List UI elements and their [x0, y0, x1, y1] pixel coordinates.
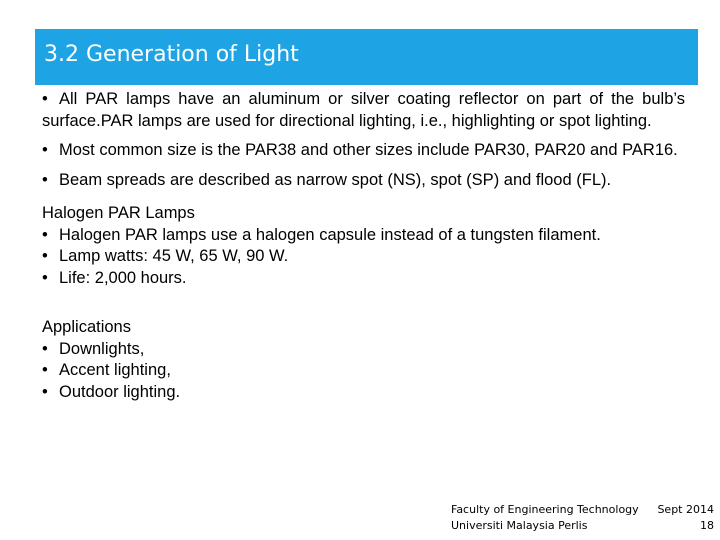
bullet-text: All PAR lamps have an aluminum or silver coating reflector on part of the bulb’s surface.PAR lamps are used for directional lighting, i.e., highlighting or spot lighting.: [42, 90, 685, 130]
bullet-marker: •: [42, 225, 48, 244]
bullet-text: Most common size is the PAR38 and other sizes include PAR30, PAR20 and PAR16.: [59, 141, 678, 159]
application-item: [42, 360, 685, 382]
footer-date: Sept 2014: [657, 503, 714, 516]
page-number: 18: [700, 519, 714, 532]
bullet-marker: •: [42, 361, 48, 379]
halogen-item: [42, 268, 685, 290]
applications-heading: Applications: [42, 318, 131, 336]
halogen-heading: Halogen PAR Lamps: [42, 204, 195, 222]
footer-row-university: [451, 518, 714, 534]
application-item-text: Outdoor lighting.: [59, 382, 181, 401]
bullet-marker: •: [42, 170, 48, 189]
application-item: [42, 339, 685, 361]
halogen-item: [42, 246, 685, 268]
bullet-marker: •: [42, 268, 48, 287]
footer-university: Universiti Malaysia Perlis: [451, 519, 588, 532]
halogen-item-text: Halogen PAR lamps use a halogen capsule instead of a tungsten filament.: [59, 225, 601, 244]
bullet-text: Beam spreads are described as narrow spot (NS), spot (SP) and flood (FL).: [59, 170, 612, 189]
bullet-marker: •: [42, 141, 48, 159]
bullet-beam-spreads: [42, 170, 685, 192]
bullet-par-sizes: [42, 140, 685, 162]
application-item: [42, 382, 685, 404]
bullet-marker: •: [42, 90, 48, 108]
application-item-text: Accent lighting,: [59, 361, 171, 379]
slide-title: 3.2 Generation of Light: [44, 42, 299, 67]
application-item-text: Downlights,: [59, 339, 145, 358]
bullet-marker: •: [42, 339, 48, 358]
title-bar: [35, 29, 698, 85]
bullet-marker: •: [42, 247, 48, 265]
bullet-marker: •: [42, 382, 48, 401]
slide-content: [42, 89, 685, 403]
footer-row-faculty: [451, 502, 714, 518]
slide-footer: [451, 502, 714, 534]
bullet-aluminum-coating: [42, 89, 685, 132]
halogen-item-text: Lamp watts: 45 W, 65 W, 90 W.: [59, 247, 289, 265]
halogen-item-text: Life: 2,000 hours.: [59, 268, 187, 287]
footer-faculty: Faculty of Engineering Technology: [451, 503, 639, 516]
halogen-item: [42, 225, 685, 247]
